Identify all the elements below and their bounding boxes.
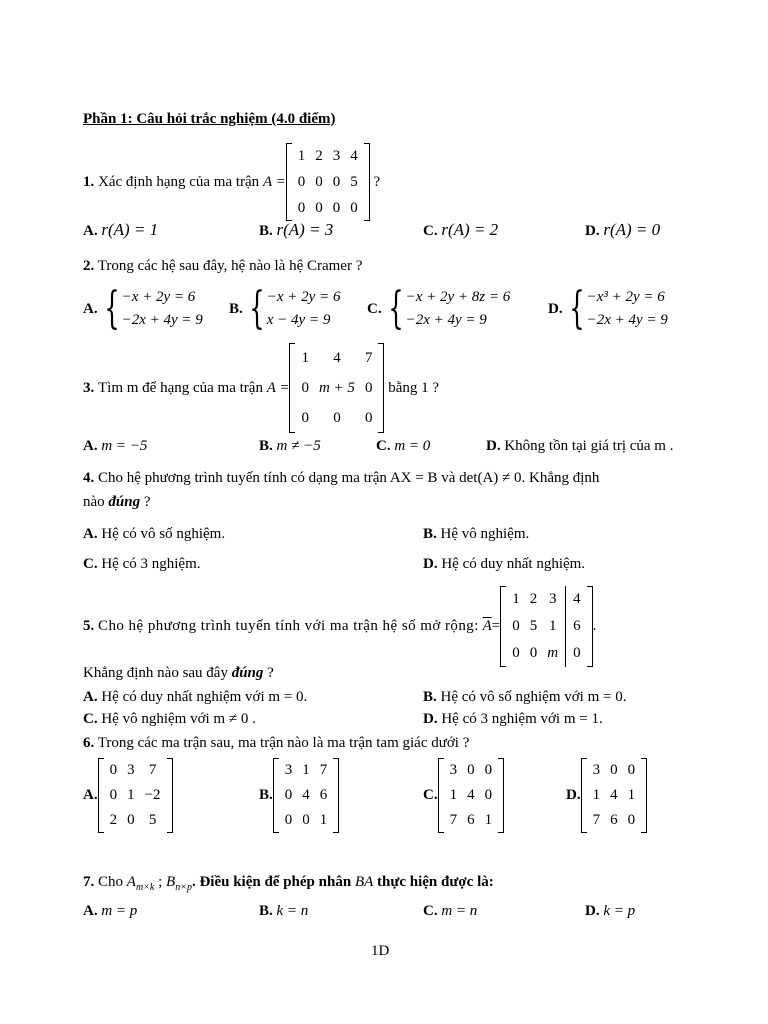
matrix-cell: 4 (350, 148, 358, 164)
question-tail: ? (373, 173, 381, 190)
matrix-cell: 7 (364, 350, 373, 366)
question-4 (83, 470, 599, 487)
matrix-column (315, 758, 333, 833)
matrix-cell: 6 (610, 812, 618, 828)
matrix-cell: 7 (319, 762, 328, 778)
matrix-cell: 3 (284, 762, 293, 778)
matrix-cell: 0 (333, 410, 341, 426)
matrix-column (445, 758, 463, 833)
answer-option (423, 711, 603, 728)
matrix-column (296, 343, 314, 433)
option-label: C. (83, 556, 98, 572)
equation: −2x + 4y = 9 (586, 312, 668, 328)
option-label: A. (83, 438, 98, 454)
matrix-column (568, 586, 586, 667)
option-text: Hệ vô nghiệm. (440, 526, 530, 542)
matrix-column (328, 143, 346, 221)
question-7 (83, 874, 494, 893)
option-label: A. (83, 526, 98, 542)
option-text: r(A) = 1 (101, 220, 159, 239)
answer-option (585, 220, 660, 240)
option-label: D. (486, 438, 501, 454)
option-text: Hệ có duy nhất nghiệm. (441, 556, 586, 572)
question-3 (83, 343, 439, 433)
matrix-cell: 3 (449, 762, 458, 778)
option-label: A. (83, 223, 98, 239)
matrix-cell: 0 (127, 812, 135, 828)
augmented-matrix (500, 586, 592, 667)
option-label: B. (423, 689, 437, 705)
matrix-cell: 1 (449, 787, 458, 803)
matrix-column (140, 758, 166, 833)
answer-option (259, 758, 339, 833)
question-text: Cho hệ phương trình tuyến tính với ma trận hệ số mở rộng: (98, 618, 479, 634)
text: thực hiện được là: (377, 874, 494, 890)
matrix-column (462, 758, 480, 833)
equals-sign: = (491, 618, 501, 634)
matrix-cell: 0 (284, 812, 293, 828)
matrix-cell: 1 (297, 148, 306, 164)
question-2 (83, 258, 362, 275)
math-var: BA (354, 874, 374, 890)
matrix-cell: −2 (144, 787, 161, 803)
matrix-cell: 7 (592, 812, 601, 828)
matrix-cell: 5 (148, 812, 157, 828)
matrix (98, 758, 173, 833)
matrix-column (623, 758, 641, 833)
question-number: 7. (83, 874, 95, 890)
option-label: A. (83, 903, 98, 919)
option-label: B. (259, 438, 273, 454)
answer-option (423, 903, 477, 920)
brace-icon: { (568, 283, 585, 334)
question-text: Trong các ma trận sau, ma trận nào là ma trận tam giác dưới ? (97, 735, 470, 751)
matrix-cell: 0 (610, 762, 618, 778)
question-1 (83, 143, 380, 221)
matrix-cell: 0 (315, 174, 323, 190)
answer-option (423, 526, 529, 543)
equations (267, 286, 341, 332)
question-tail: bằng 1 ? (388, 379, 440, 396)
question-number: 1. (83, 173, 95, 190)
question-text: Cho hệ phương trình tuyến tính có dạng ma trận AX = B và det(A) ≠ 0. Khẳng định (98, 470, 600, 486)
emphasis: đúng (108, 494, 141, 510)
question-5 (83, 586, 596, 667)
matrix (438, 758, 505, 833)
matrix-name: A = (266, 379, 290, 396)
option-text: Hệ có 3 nghiệm. (101, 556, 201, 572)
answer-option (585, 903, 635, 920)
question-number: 6. (83, 735, 95, 751)
matrix-cell: 0 (297, 200, 306, 216)
answer-option (423, 689, 626, 706)
text: ; (158, 874, 163, 890)
answer-option (423, 556, 585, 573)
matrix-cell: 1 (302, 762, 310, 778)
page-footer: 1D (371, 943, 390, 959)
matrix-cell: 0 (364, 410, 373, 426)
subscript: m×k (135, 882, 155, 893)
option-label: D. (566, 787, 581, 803)
matrix-cell: 2 (315, 148, 323, 164)
matrix-cell: 0 (301, 410, 309, 426)
question-text: Trong các hệ sau đây, hệ nào là hệ Cramer ? (97, 258, 363, 274)
matrix-cell: 6 (573, 618, 581, 634)
answer-option (423, 220, 498, 240)
answer-option (83, 283, 203, 334)
matrix-cell: 4 (302, 787, 310, 803)
matrix-cell: 0 (364, 380, 373, 396)
text: ? (140, 494, 151, 510)
option-text: k = n (276, 903, 309, 919)
matrix-cell: 1 (484, 812, 493, 828)
matrix-cell: 2 (529, 591, 538, 607)
matrix-cell: 0 (350, 200, 358, 216)
option-text: r(A) = 0 (603, 220, 661, 239)
matrix-cell: 7 (148, 762, 157, 778)
matrix-column (122, 758, 140, 833)
text: ? (263, 665, 274, 681)
equation-system (243, 283, 341, 334)
matrix-cell: 1 (548, 618, 557, 634)
answer-option (83, 556, 200, 573)
option-text: r(A) = 2 (441, 220, 499, 239)
answer-option (83, 689, 307, 706)
text: Khẳng định nào sau đây (83, 665, 232, 681)
matrix-name: A = (262, 173, 286, 190)
equation-system (563, 283, 668, 334)
matrix-cell: 1 (592, 787, 601, 803)
matrix-cell: 3 (548, 591, 557, 607)
question-5-prompt (83, 665, 274, 682)
option-label: A. (83, 689, 98, 705)
equation: −x + 2y + 8z = 6 (405, 289, 511, 305)
option-label: C. (423, 903, 438, 919)
answer-option (566, 758, 647, 833)
matrix (581, 758, 648, 833)
matrix-cell: 0 (529, 645, 538, 661)
option-text: m = −5 (101, 438, 148, 454)
matrix (289, 343, 384, 433)
question-4-line2 (83, 494, 151, 511)
matrix-cell: 0 (109, 762, 118, 778)
option-text: Hệ có vô số nghiệm với m = 0. (440, 689, 627, 705)
matrix-column (280, 758, 298, 833)
question-text: Xác định hạng của ma trận (98, 173, 260, 190)
equation: −2x + 4y = 9 (121, 312, 203, 328)
option-label: C. (367, 300, 382, 317)
option-label: A. (83, 787, 98, 803)
matrix-cell: 1 (319, 812, 328, 828)
matrix-cell: 0 (484, 787, 493, 803)
equation-system (382, 283, 511, 334)
answer-option (83, 758, 173, 833)
matrix-column (345, 143, 363, 221)
text: . Điều kiện để phép nhân (191, 874, 352, 890)
matrix-cell: 0 (332, 200, 341, 216)
equation: −x + 2y = 6 (266, 289, 341, 305)
matrix-cell: 4 (333, 350, 341, 366)
matrix-cell: 1 (301, 350, 309, 366)
option-label: D. (585, 903, 600, 919)
matrix-cell: m (547, 645, 559, 661)
augment-divider (565, 586, 566, 667)
question-number: 4. (83, 470, 95, 486)
matrix-column (105, 758, 123, 833)
equation: −x + 2y = 6 (121, 289, 196, 305)
option-label: D. (548, 300, 563, 317)
option-label: B. (259, 903, 273, 919)
matrix-cell: 4 (573, 591, 581, 607)
matrix-cell: 0 (284, 787, 293, 803)
matrix-cell: 1 (512, 591, 520, 607)
answer-option (83, 220, 158, 240)
option-label: C. (423, 787, 438, 803)
answer-option (376, 438, 430, 455)
option-label: A. (83, 300, 98, 317)
matrix-cell: 0 (315, 200, 323, 216)
matrix-cell: m + 5 (318, 380, 355, 396)
brace-icon: { (387, 283, 404, 334)
option-text: Không tồn tại giá trị của m . (504, 438, 674, 454)
matrix-cell: 3 (127, 762, 135, 778)
matrix-cell: 0 (573, 645, 581, 661)
matrix-cell: 1 (627, 787, 636, 803)
equations (122, 286, 203, 332)
matrix-cell: 0 (627, 762, 636, 778)
equation: x − 4y = 9 (266, 312, 331, 328)
option-text: Hệ có vô số nghiệm. (101, 526, 226, 542)
option-text: Hệ có 3 nghiệm với m = 1. (441, 711, 603, 727)
matrix-cell: 1 (127, 787, 135, 803)
answer-option (367, 283, 511, 334)
option-text: k = p (603, 903, 636, 919)
matrix-column (507, 586, 525, 667)
matrix-cell: 6 (467, 812, 475, 828)
matrix-column (314, 343, 360, 433)
option-label: C. (423, 223, 438, 239)
matrix-cell: 0 (627, 812, 636, 828)
matrix (273, 758, 340, 833)
matrix-cell: 0 (512, 618, 520, 634)
question-text: Tìm m để hạng của ma trận (98, 379, 263, 396)
brace-icon: { (103, 283, 120, 334)
matrix-cell: 0 (484, 762, 493, 778)
option-text: m = n (441, 903, 478, 919)
matrix-cell: 4 (467, 787, 475, 803)
question-number: 2. (83, 258, 95, 274)
subscript: n×p (175, 882, 192, 893)
answer-option (83, 526, 225, 543)
option-label: D. (423, 711, 438, 727)
option-text: Hệ vô nghiệm với m ≠ 0 . (101, 711, 256, 727)
equation: −x³ + 2y = 6 (586, 289, 665, 305)
option-text: Hệ có duy nhất nghiệm với m = 0. (101, 689, 308, 705)
answer-option (259, 903, 308, 920)
matrix-cell: 2 (109, 812, 118, 828)
answer-option (259, 220, 333, 240)
question-number: 3. (83, 379, 95, 396)
equations (406, 286, 511, 332)
answer-option (83, 711, 256, 728)
matrix-cell: 0 (301, 380, 309, 396)
matrix-cell: 0 (332, 174, 341, 190)
math-var: B (166, 874, 176, 890)
equation-system (98, 283, 203, 334)
matrix-cell: 0 (467, 762, 475, 778)
answer-option (423, 758, 504, 833)
matrix-cell: 0 (302, 812, 310, 828)
matrix-column (480, 758, 498, 833)
matrix-cell: 5 (350, 174, 358, 190)
option-label: B. (259, 787, 273, 803)
option-label: C. (83, 711, 98, 727)
text: nào (83, 494, 109, 510)
matrix-column (588, 758, 606, 833)
matrix-column (605, 758, 623, 833)
option-text: m ≠ −5 (276, 438, 321, 454)
option-label: C. (376, 438, 391, 454)
matrix-column (293, 143, 311, 221)
answer-option (83, 438, 147, 455)
matrix-name: $\overline{A}$ (482, 618, 492, 634)
matrix-cell: 7 (449, 812, 458, 828)
matrix-cell: 3 (332, 148, 341, 164)
equation: −2x + 4y = 9 (405, 312, 487, 328)
matrix-column (542, 586, 563, 667)
brace-icon: { (249, 283, 265, 334)
matrix-column (310, 143, 328, 221)
matrix-column (360, 343, 378, 433)
option-label: B. (229, 300, 243, 317)
matrix-cell: 0 (109, 787, 118, 803)
section-heading: Phần 1: Câu hỏi trắc nghiệm (4.0 điểm) (83, 111, 336, 127)
emphasis: đúng (231, 665, 264, 681)
answer-option (259, 438, 321, 455)
matrix-column (525, 586, 543, 667)
matrix-cell: 4 (610, 787, 618, 803)
option-text: m = p (101, 903, 138, 919)
option-label: B. (259, 223, 273, 239)
question-6 (83, 735, 469, 752)
question-tail: . (592, 618, 597, 634)
question-number: 5. (83, 618, 95, 634)
matrix-cell: 5 (529, 618, 538, 634)
answer-option (548, 283, 668, 334)
matrix-cell: 3 (592, 762, 601, 778)
matrix-cell: 6 (319, 787, 328, 803)
answer-option (486, 438, 673, 455)
matrix (286, 143, 370, 221)
text: Cho (98, 874, 124, 890)
math-var: A (126, 874, 136, 890)
matrix-cell: 0 (512, 645, 520, 661)
option-text: r(A) = 3 (276, 220, 334, 239)
option-label: B. (423, 526, 437, 542)
matrix-cell: 0 (297, 174, 306, 190)
option-label: D. (423, 556, 438, 572)
answer-option (83, 903, 137, 920)
equations (587, 286, 668, 332)
matrix-column (297, 758, 315, 833)
option-text: m = 0 (394, 438, 431, 454)
option-label: D. (585, 223, 600, 239)
answer-option (229, 283, 341, 334)
